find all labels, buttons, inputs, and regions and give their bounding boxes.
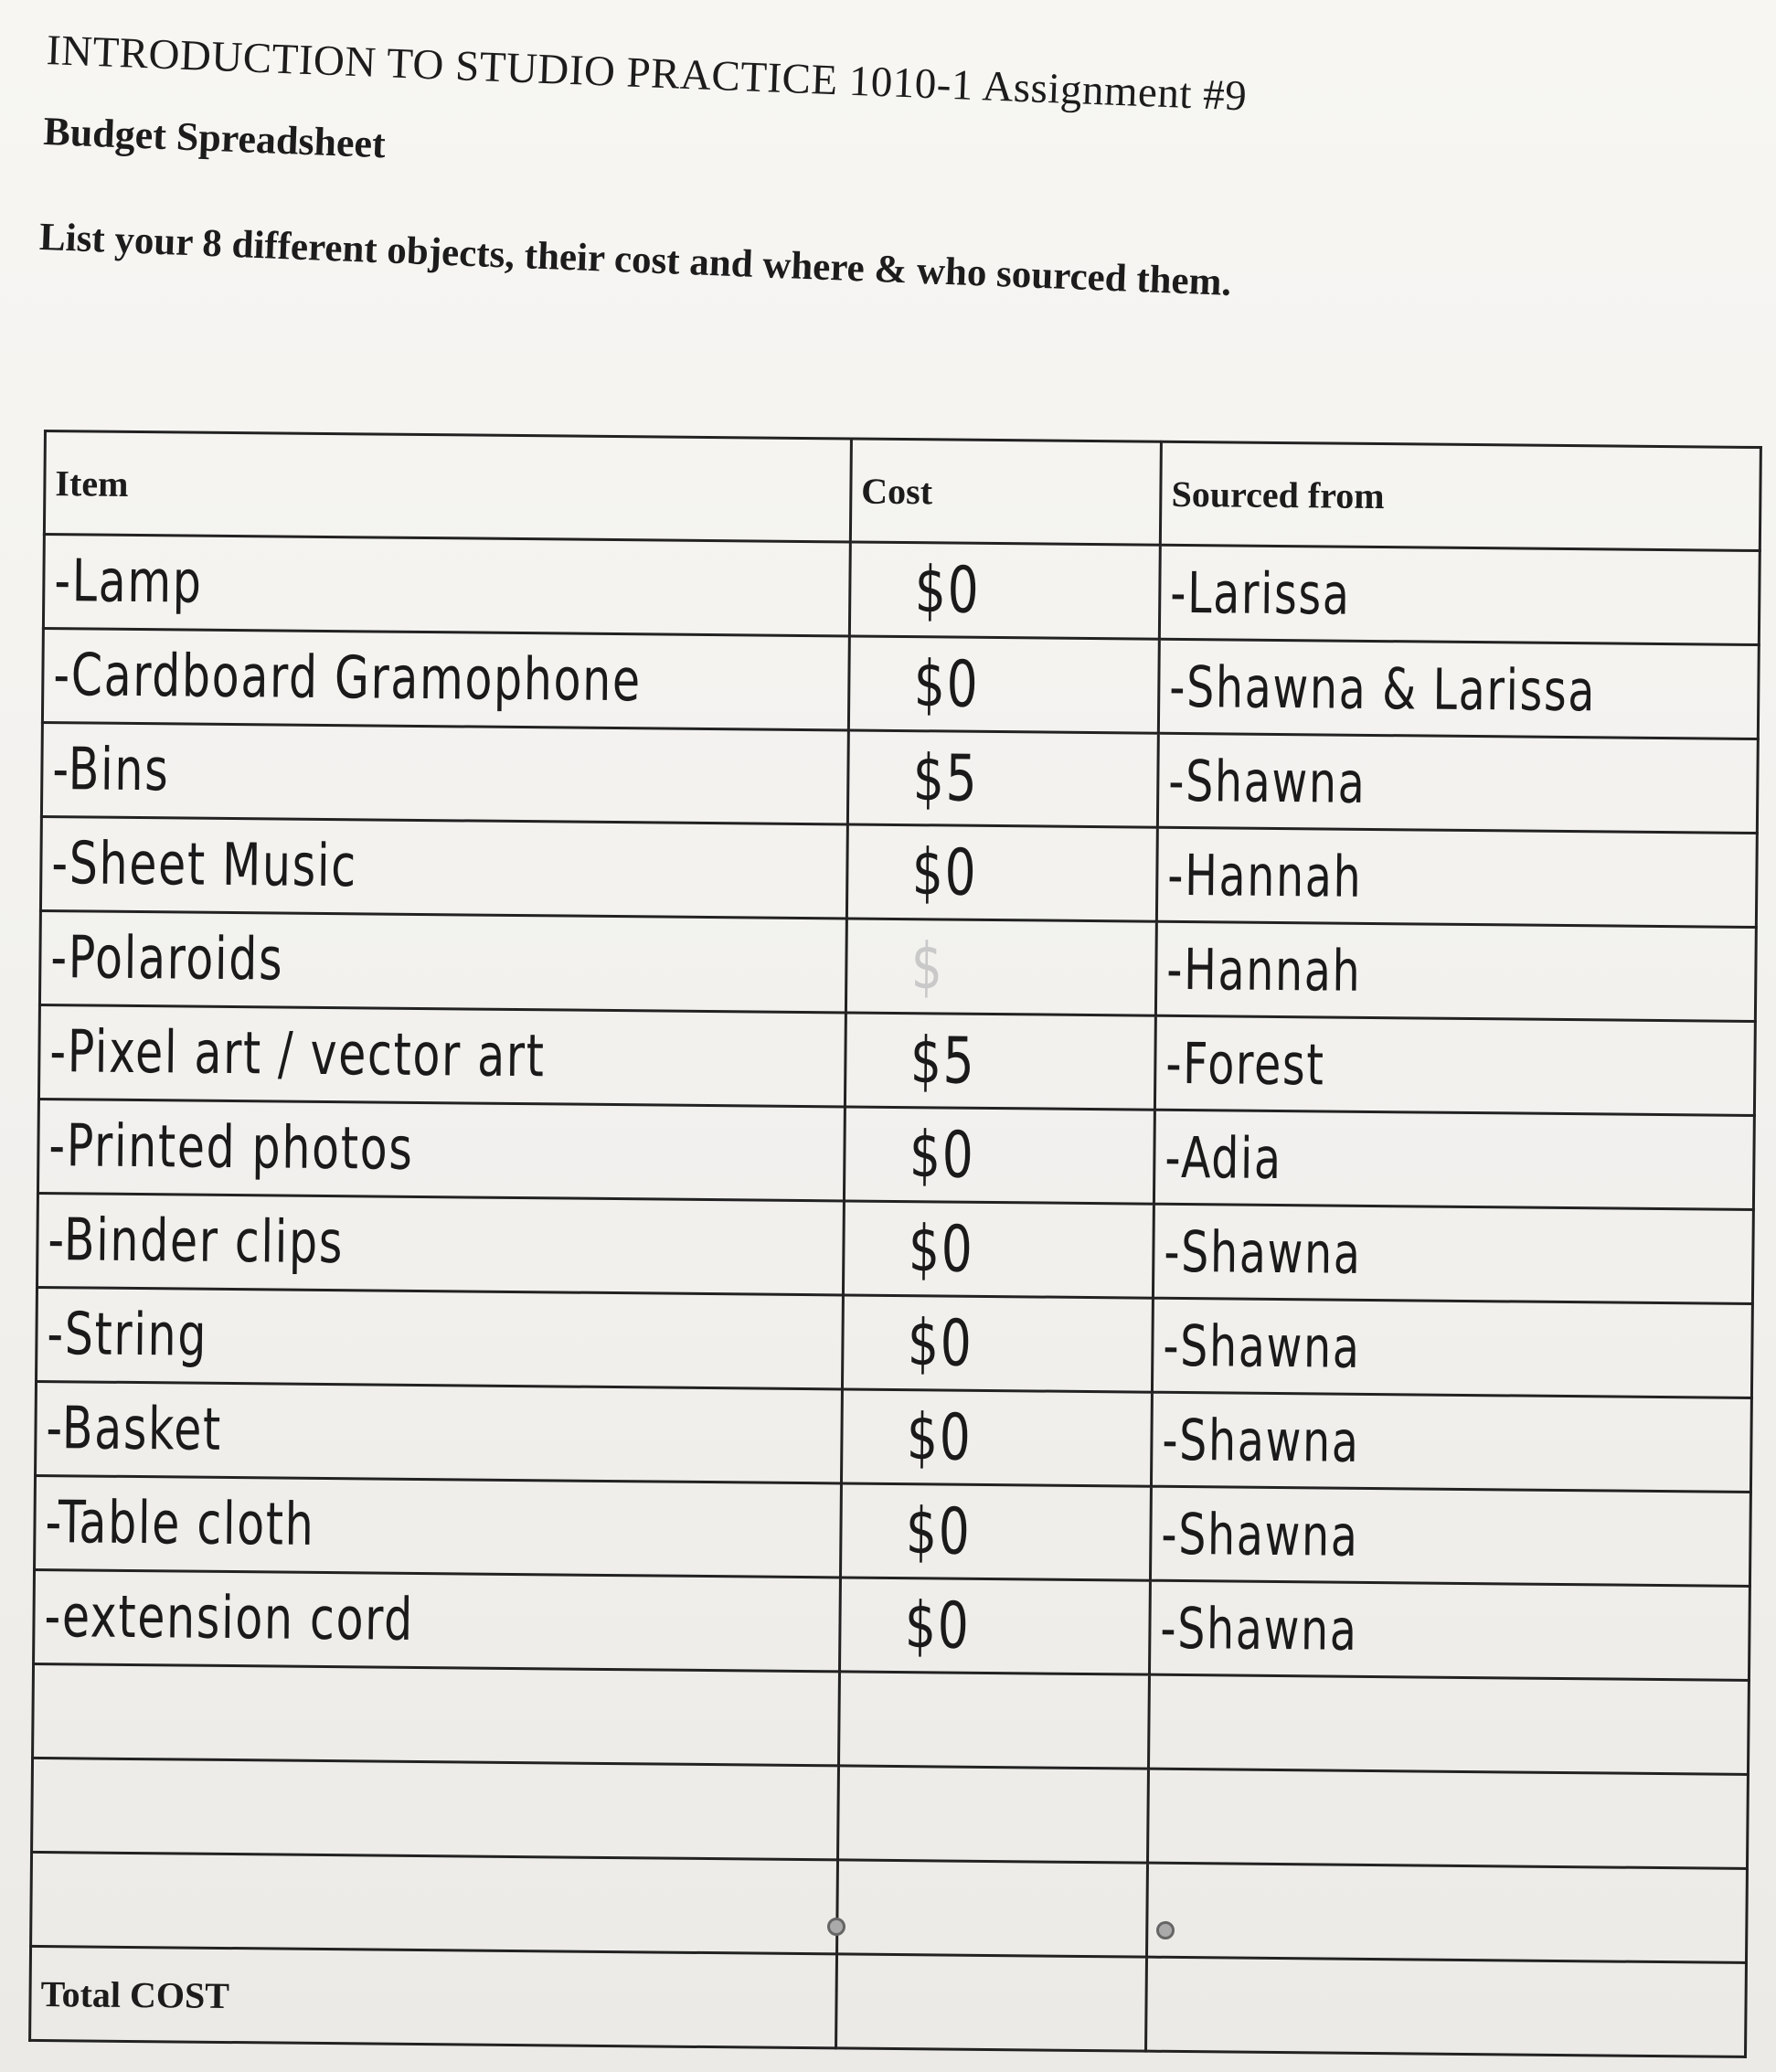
cost-cell-text [848,1817,902,1818]
source-cell [1158,733,1759,833]
item-cell-text: -Polaroids [50,924,284,994]
source-cell-text: -Shawna [1162,1406,1361,1475]
source-cell-text: -Forest [1165,1029,1326,1098]
budget-table [28,430,1762,2058]
source-cell [1151,1486,1751,1586]
table-row [36,1381,1752,1492]
item-cell-text: -Cardboard Gramophone [53,642,643,716]
table-row [37,1193,1753,1303]
cost-cell [837,1766,1148,1863]
item-cell [34,1569,841,1671]
table-row [41,722,1758,833]
cost-cell-text: $0 [909,1117,975,1193]
source-cell [1152,1392,1752,1492]
total-source-cell [1146,1957,1747,2056]
cost-cell-text: $0 [906,1399,973,1475]
source-cell [1155,1015,1756,1115]
worksheet-header [38,26,1249,305]
item-cell [33,1663,840,1765]
cost-cell-text: $ [910,929,944,1004]
cost-cell-text: $0 [913,646,980,722]
source-cell-text: -Hannah [1167,841,1363,910]
course-title: INTRODUCTION TO STUDIO PRACTICE 1010-1 Assignment #9 [45,26,1249,121]
source-cell-text: -Shawna [1161,1500,1360,1569]
cost-cell [847,730,1158,827]
source-cell [1149,1674,1749,1774]
item-cell [37,1099,845,1200]
item-cell [39,910,846,1012]
source-cell [1147,1863,1748,1962]
item-cell-text: -Printed photos [48,1112,414,1184]
item-cell [31,1852,838,1953]
sourced-from-column-header: Sourced from [1161,441,1761,550]
table-row [31,1852,1748,1962]
total-label: Total COST [40,1972,230,2016]
cost-cell [846,824,1157,921]
cost-cell-text: $0 [908,1211,974,1287]
cost-cell [836,1860,1147,1957]
cost-cell-text: $5 [909,1023,976,1099]
item-cell-text: -extension cord [44,1583,415,1654]
source-cell [1150,1580,1750,1680]
source-cell-text: -Shawna [1160,1594,1359,1663]
item-cell-text: -Binder clips [48,1206,345,1278]
source-cell [1154,1110,1755,1209]
cost-cell-text: $0 [905,1493,972,1569]
item-cell [37,1193,844,1294]
item-cell [36,1381,843,1482]
cost-cell-text [847,1911,901,1912]
cost-cell [842,1295,1153,1392]
item-cell-text: -Sheet Music [51,830,358,901]
binder-hole-mark [827,1918,845,1936]
cost-cell [849,542,1160,639]
cost-cell [838,1672,1149,1769]
source-cell-text: -Larissa [1170,558,1352,628]
cost-cell-text: $0 [904,1588,971,1663]
source-cell [1156,921,1757,1021]
item-cell [37,1287,844,1388]
source-cell [1148,1769,1749,1868]
sheet-title: Budget Spreadsheet [42,108,387,167]
item-cell [38,1004,845,1106]
table-row [33,1663,1749,1774]
total-label-cell [30,1946,837,2047]
binder-hole-mark [1156,1921,1175,1939]
item-cell [43,535,850,636]
item-cell-text: -Bins [52,736,170,805]
table-row [43,535,1760,645]
source-cell-text: -Shawna & Larissa [1169,653,1597,724]
item-cell [42,629,849,730]
table-row [38,1004,1755,1115]
total-cost-cell [835,1954,1146,2051]
item-cell-text: -Table cloth [45,1489,315,1559]
cost-cell [841,1389,1152,1486]
table-row [37,1287,1753,1397]
cost-cell [840,1483,1151,1580]
cost-cell [845,1013,1155,1110]
total-row [30,1946,1747,2056]
table-row [42,629,1759,739]
cost-column-header: Cost [850,439,1161,545]
source-cell [1159,639,1760,738]
budget-table-wrapper [28,430,1762,2058]
item-cell-text: -Basket [46,1395,223,1464]
source-cell [1154,1204,1754,1303]
source-cell-text: -Shawna [1164,1217,1363,1287]
cost-cell [845,919,1156,1015]
cost-cell-text [849,1723,903,1724]
cost-cell [839,1578,1150,1674]
cost-cell-text: $0 [907,1305,973,1381]
source-cell [1160,545,1760,644]
source-cell-text: -Shawna [1163,1312,1362,1381]
cost-cell [848,636,1159,733]
cost-cell-text: $0 [911,834,978,910]
table-row [32,1758,1749,1868]
source-cell-text: -Hannah [1166,935,1362,1004]
source-cell [1157,827,1758,927]
item-cell-text: -Lamp [54,547,203,617]
item-cell-text: -String [47,1301,208,1370]
source-cell-text: -Adia [1165,1123,1283,1192]
header-row [44,431,1760,551]
cost-cell-text: $5 [912,740,979,816]
item-cell [41,722,848,823]
cost-cell-text: $0 [914,552,981,628]
table-row [39,910,1756,1021]
item-cell [35,1475,842,1577]
cost-cell [843,1201,1154,1298]
source-cell [1153,1298,1753,1397]
source-cell-text: -Shawna [1168,747,1367,816]
item-column-header: Item [44,431,851,542]
table-row [34,1569,1750,1680]
item-cell-text: -Pixel art / vector art [49,1018,546,1091]
instructions: List your 8 different objects, their cost and where & who sourced them. [38,215,1233,304]
cost-cell [844,1107,1154,1204]
table-row [37,1099,1754,1209]
item-cell [32,1758,839,1859]
table-row [40,816,1757,927]
table-row [35,1475,1751,1586]
item-cell [40,816,847,918]
budget-rows [31,535,1760,1963]
